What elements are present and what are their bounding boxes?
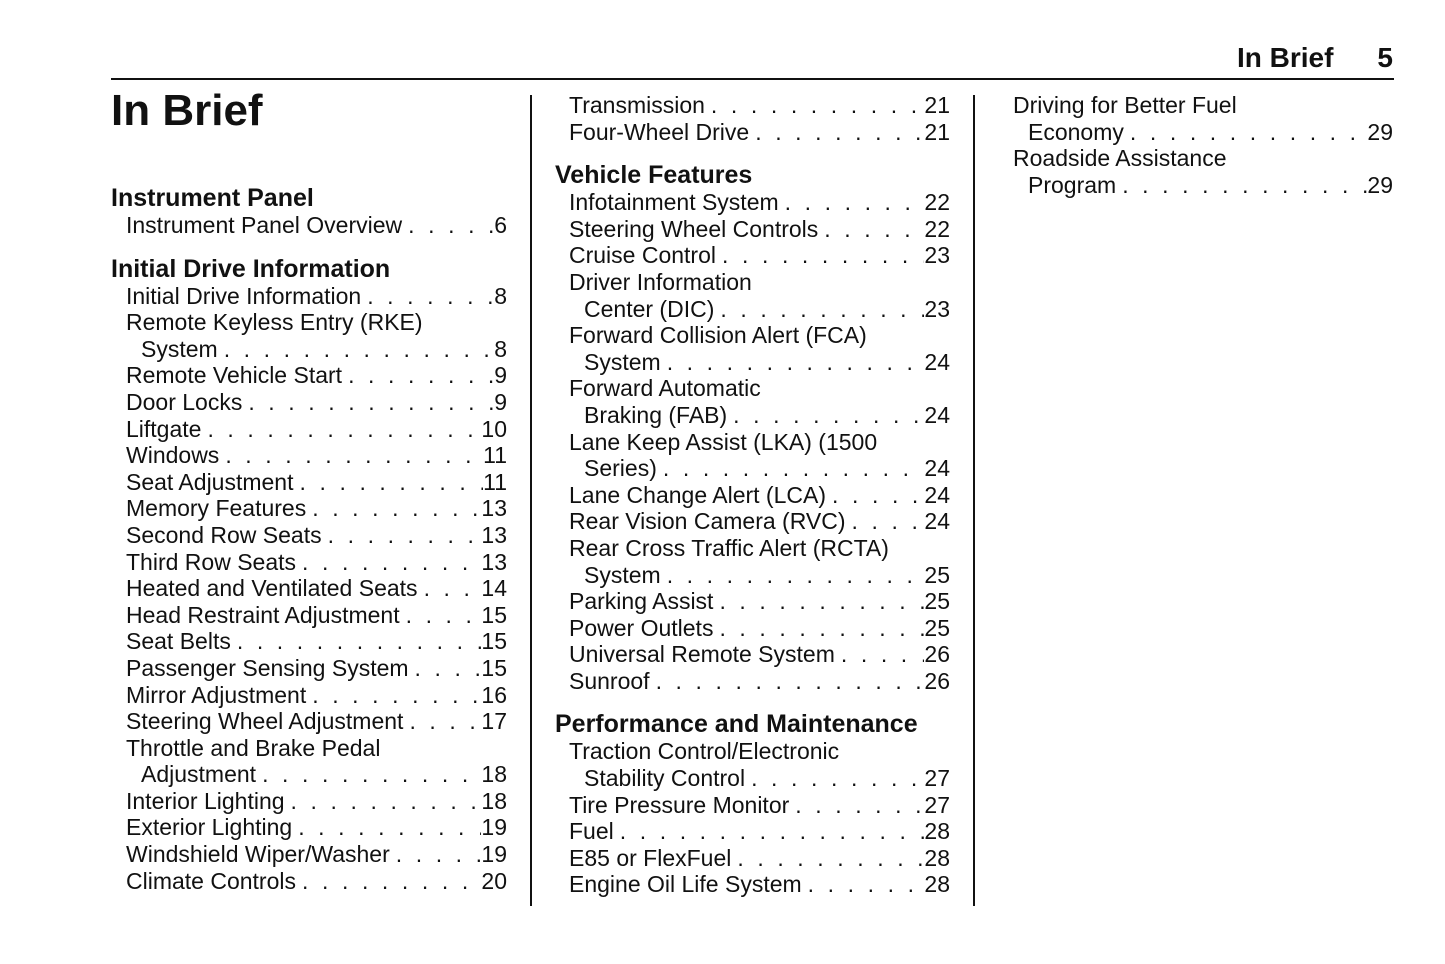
toc-entry-row [555, 871, 950, 898]
toc-page-number: 15 [481, 654, 507, 681]
dot-leader [403, 708, 481, 735]
toc-page-number: 15 [481, 601, 507, 628]
dot-leader [749, 119, 924, 146]
toc-entry-text: Four-Wheel Drive [569, 118, 750, 145]
dot-leader [285, 788, 482, 815]
dot-leader [731, 845, 924, 872]
toc-entry-text: Lane Change Alert (LCA) [569, 481, 826, 508]
toc-entry-text: Transmission [569, 92, 705, 118]
toc-entry-text: Stability Control [584, 765, 746, 792]
dot-leader [296, 549, 481, 576]
toc-page-number: 11 [483, 442, 507, 469]
toc-entry[interactable] [555, 92, 950, 119]
toc-entry-text: Tire Pressure Monitor [569, 791, 790, 818]
toc-entry-row [111, 761, 507, 788]
toc-page-number: 17 [481, 708, 507, 735]
toc-entry[interactable] [111, 682, 507, 709]
section-heading: Vehicle Features [555, 161, 753, 190]
toc-entry-row [555, 845, 950, 872]
toc-page-number: 23 [924, 242, 950, 269]
toc-entry[interactable] [111, 362, 507, 389]
toc-page-number: 24 [924, 401, 950, 428]
toc-entry[interactable] [555, 242, 950, 269]
toc-entry-text: Braking (FAB) [584, 401, 728, 428]
toc-page-number: 28 [924, 871, 950, 898]
toc-page-number: 29 [1367, 171, 1393, 198]
dot-leader [716, 242, 924, 269]
toc-entry-row [555, 349, 950, 376]
toc-page-number: 13 [481, 548, 507, 575]
toc-entry[interactable] [111, 602, 507, 629]
toc-entry-row [111, 868, 507, 895]
toc-entry[interactable] [111, 469, 507, 496]
section-heading: Initial Drive Information [111, 254, 391, 283]
toc-page-number: 13 [481, 495, 507, 522]
toc-entry-text: Series) [584, 455, 657, 482]
toc-column-3 [1013, 92, 1393, 198]
toc-entry[interactable] [555, 845, 950, 872]
toc-entry-text: Center (DIC) [584, 295, 715, 322]
toc-entry-text: Heated and Ventilated Seats [126, 575, 418, 602]
section-heading: Performance and Maintenance [555, 710, 918, 739]
toc-page-number: 18 [481, 761, 507, 788]
toc-entry-row [111, 442, 507, 469]
toc-entry-row [555, 508, 950, 535]
toc-page-number: 13 [481, 521, 507, 548]
toc-entry-text: Memory Features [126, 495, 307, 522]
toc-page-number: 9 [494, 362, 507, 389]
dot-leader [390, 841, 482, 868]
dot-leader [745, 765, 924, 792]
toc-entry-text: Interior Lighting [126, 787, 285, 814]
dot-leader [256, 761, 481, 788]
toc-entry-row [111, 416, 507, 443]
toc-entry-row [111, 212, 507, 239]
toc-entry-row [555, 296, 950, 323]
toc-page-number: 26 [924, 641, 950, 668]
toc-page-number: 21 [924, 92, 950, 118]
toc-entry-row [111, 814, 507, 841]
toc-entry-row [555, 92, 950, 119]
toc-entry-text: Liftgate [126, 415, 202, 442]
toc-entry[interactable] [111, 575, 507, 602]
toc-entry[interactable] [111, 628, 507, 655]
toc-entry-text: Sunroof [569, 667, 650, 694]
header-page-number: 5 [1377, 42, 1393, 73]
toc-entry-text: Door Locks [126, 388, 243, 415]
toc-entry-text: Lane Keep Assist (LKA) (1500 [569, 428, 878, 455]
toc-entry[interactable] [555, 535, 950, 588]
dot-leader [1124, 119, 1368, 146]
toc-entry[interactable] [555, 615, 950, 642]
toc-entry[interactable] [111, 522, 507, 549]
header-section: In Brief [1236, 42, 1334, 73]
toc-entry-row [111, 362, 507, 389]
toc-page-number: 15 [481, 628, 507, 655]
toc-page-number: 16 [481, 681, 507, 708]
dot-leader [714, 296, 924, 323]
dot-leader [231, 628, 482, 655]
toc-entry-text: Universal Remote System [569, 641, 835, 668]
toc-page-number: 14 [481, 575, 507, 602]
toc-entry-row [111, 628, 507, 655]
toc-entry[interactable] [1013, 145, 1393, 198]
toc-entry-text: Head Restraint Adjustment [126, 601, 400, 628]
toc-entry-text: Parking Assist [569, 588, 714, 615]
toc-entry[interactable] [111, 735, 507, 788]
toc-page-number: 24 [924, 508, 950, 535]
toc-entry-text: Driving for Better Fuel [1013, 92, 1237, 118]
toc-entry-text: Forward Automatic [569, 375, 761, 402]
toc-page-number: 19 [481, 814, 507, 841]
toc-entry-text: Windshield Wiper/Washer [126, 841, 390, 868]
toc-page-number: 27 [924, 791, 950, 818]
toc-entry-text: Infotainment System [569, 189, 779, 216]
dot-leader [400, 602, 482, 629]
toc-page-number: 24 [924, 481, 950, 508]
toc-entry-row [111, 708, 507, 735]
toc-entry-text: Remote Keyless Entry (RKE) [126, 309, 423, 336]
column-divider [530, 95, 532, 906]
toc-entry-row [111, 522, 507, 549]
header-rule [111, 78, 1394, 80]
toc-entry-row [111, 469, 507, 496]
dot-leader [201, 416, 481, 443]
toc-entry[interactable] [555, 322, 950, 375]
toc-entry-row [555, 818, 950, 845]
toc-entry-row [555, 588, 950, 615]
toc-page-number: 18 [481, 787, 507, 814]
toc-entry-text: Steering Wheel Controls [569, 215, 819, 242]
toc-entry-text: Steering Wheel Adjustment [126, 708, 404, 735]
toc-entry[interactable] [111, 549, 507, 576]
toc-page-number: 24 [924, 348, 950, 375]
toc-entry-row [555, 765, 950, 792]
toc-page-number: 25 [924, 561, 950, 588]
toc-entry-text: E85 or FlexFuel [569, 844, 732, 871]
toc-page-number: 25 [924, 588, 950, 615]
dot-leader [713, 615, 924, 642]
toc-entry-text: Second Row Seats [126, 521, 322, 548]
dot-leader [342, 362, 494, 389]
dot-leader [614, 818, 925, 845]
dot-leader [409, 655, 482, 682]
toc-entry[interactable] [555, 189, 950, 216]
toc-entry-row [111, 549, 507, 576]
section-heading: Instrument Panel [111, 184, 314, 212]
toc-entry-text: Economy [1028, 118, 1124, 145]
toc-entry-text: Climate Controls [126, 867, 296, 894]
toc-entry-text: Instrument Panel Overview [126, 212, 403, 238]
toc-column-2 [555, 92, 950, 898]
toc-page-number: 20 [481, 867, 507, 894]
toc-entry-row [555, 562, 950, 589]
toc-entry-row [111, 283, 507, 310]
toc-entry[interactable] [111, 389, 507, 416]
toc-page-number: 23 [924, 295, 950, 322]
toc-entry-text: Roadside Assistance [1013, 145, 1227, 172]
toc-page-number: 10 [481, 415, 507, 442]
toc-entry[interactable] [111, 788, 507, 815]
toc-entry-text: Fuel [569, 818, 614, 845]
toc-entry-row [555, 189, 950, 216]
toc-entry[interactable] [555, 119, 950, 146]
toc-entry-text: System [141, 335, 218, 362]
dot-leader [306, 682, 481, 709]
dot-leader [361, 283, 494, 310]
toc-entry[interactable] [111, 841, 507, 868]
toc-page-number: 8 [494, 282, 507, 309]
toc-page-number: 22 [924, 215, 950, 242]
dot-leader [661, 562, 925, 589]
toc-column-1 [111, 184, 507, 894]
toc-entry[interactable] [555, 508, 950, 535]
toc-entry[interactable] [555, 588, 950, 615]
dot-leader [650, 668, 925, 695]
toc-entry[interactable] [111, 495, 507, 522]
toc-entry-text: Seat Adjustment [126, 468, 294, 495]
toc-entry[interactable] [111, 283, 507, 310]
toc-entry-text: Cruise Control [569, 242, 716, 269]
toc-entry-text: Program [1028, 171, 1117, 198]
dot-leader [292, 814, 481, 841]
toc-entry-text: Power Outlets [569, 614, 714, 641]
toc-entry-text: Throttle and Brake Pedal [126, 734, 381, 761]
toc-page-number: 29 [1367, 118, 1393, 145]
toc-entry-row [111, 602, 507, 629]
dot-leader [294, 469, 484, 496]
dot-leader [713, 588, 924, 615]
toc-entry[interactable] [555, 792, 950, 819]
toc-entry-row [555, 402, 950, 429]
dot-leader [661, 349, 925, 376]
toc-entry-text: System [584, 348, 661, 375]
dot-leader [657, 455, 925, 482]
toc-page-number: 11 [483, 468, 507, 495]
toc-page-number: 26 [924, 667, 950, 694]
dot-leader [418, 575, 482, 602]
toc-entry-row [111, 575, 507, 602]
toc-entry-row [111, 841, 507, 868]
toc-page-number: 27 [924, 765, 950, 792]
dot-leader [219, 442, 483, 469]
toc-entry[interactable] [111, 814, 507, 841]
toc-entry-row [1013, 172, 1393, 199]
dot-leader [779, 189, 925, 216]
toc-page-number: 25 [924, 614, 950, 641]
toc-entry[interactable] [111, 868, 507, 895]
toc-page-number: 6 [494, 212, 507, 238]
toc-entry[interactable] [555, 738, 950, 791]
dot-leader [322, 522, 482, 549]
toc-entry-text: Forward Collision Alert (FCA) [569, 322, 867, 349]
toc-entry[interactable] [555, 818, 950, 845]
toc-entry[interactable] [555, 269, 950, 322]
toc-entry[interactable] [555, 482, 950, 509]
toc-entry-row [555, 668, 950, 695]
toc-entry-text: Third Row Seats [126, 548, 297, 575]
toc-entry-text: Mirror Adjustment [126, 681, 307, 708]
toc-entry-row [111, 788, 507, 815]
toc-entry[interactable] [555, 641, 950, 668]
toc-entry-row [555, 792, 950, 819]
toc-page-number: 19 [481, 841, 507, 868]
toc-entry[interactable] [111, 442, 507, 469]
toc-entry-text: Engine Oil Life System [569, 871, 802, 898]
toc-entry-row [555, 641, 950, 668]
dot-leader [846, 508, 925, 535]
toc-entry-row [111, 495, 507, 522]
toc-entry-row [555, 455, 950, 482]
toc-entry-text: System [584, 561, 661, 588]
dot-leader [306, 495, 481, 522]
toc-entry-text: Rear Vision Camera (RVC) [569, 508, 846, 535]
toc-entry[interactable] [111, 708, 507, 735]
dot-leader [826, 482, 924, 509]
toc-entry[interactable] [555, 429, 950, 482]
dot-leader [818, 216, 924, 243]
toc-entry-text: Driver Information [569, 268, 752, 295]
dot-leader [802, 871, 925, 898]
dot-leader [789, 792, 924, 819]
dot-leader [402, 212, 494, 239]
dot-leader [727, 402, 924, 429]
toc-page-number: 8 [494, 335, 507, 362]
toc-entry[interactable] [555, 216, 950, 243]
toc-entry[interactable] [111, 309, 507, 362]
toc-entry-row [111, 682, 507, 709]
toc-page-number: 28 [924, 818, 950, 845]
page-title: In Brief [111, 86, 263, 135]
toc-entry-row [1013, 119, 1393, 146]
column-divider [973, 95, 975, 906]
toc-entry-row [111, 655, 507, 682]
toc-entry-text: Rear Cross Traffic Alert (RCTA) [569, 534, 889, 561]
toc-entry[interactable] [111, 212, 507, 239]
toc-entry-text: Initial Drive Information [126, 282, 362, 309]
toc-entry-row [555, 119, 950, 146]
toc-entry-text: Passenger Sensing System [126, 654, 409, 681]
dot-leader [835, 641, 925, 668]
toc-page-number: 24 [924, 455, 950, 482]
toc-entry-row [555, 482, 950, 509]
toc-page-number: 28 [924, 844, 950, 871]
toc-entry-text: Adjustment [141, 761, 257, 788]
toc-entry-text: Remote Vehicle Start [126, 362, 343, 389]
dot-leader [705, 92, 925, 119]
dot-leader [218, 336, 495, 363]
toc-entry-text: Exterior Lighting [126, 814, 293, 841]
toc-entry-text: Traction Control/Electronic [569, 738, 840, 765]
toc-entry[interactable] [555, 375, 950, 428]
running-header [1237, 42, 1393, 74]
toc-entry[interactable] [555, 668, 950, 695]
toc-entry-text: Windows [126, 442, 220, 469]
toc-page-number: 22 [924, 189, 950, 216]
dot-leader [1116, 172, 1367, 199]
toc-entry-row [555, 615, 950, 642]
toc-entry[interactable] [555, 871, 950, 898]
toc-entry-row [111, 336, 507, 363]
toc-entry[interactable] [111, 655, 507, 682]
toc-entry[interactable] [1013, 92, 1393, 145]
toc-entry[interactable] [111, 416, 507, 443]
toc-entry-row [555, 242, 950, 269]
toc-entry-text: Seat Belts [126, 628, 231, 655]
dot-leader [242, 389, 494, 416]
toc-entry-row [111, 389, 507, 416]
toc-page-number: 21 [924, 118, 950, 145]
dot-leader [296, 868, 481, 895]
toc-entry-row [555, 216, 950, 243]
toc-page-number: 9 [494, 388, 507, 415]
